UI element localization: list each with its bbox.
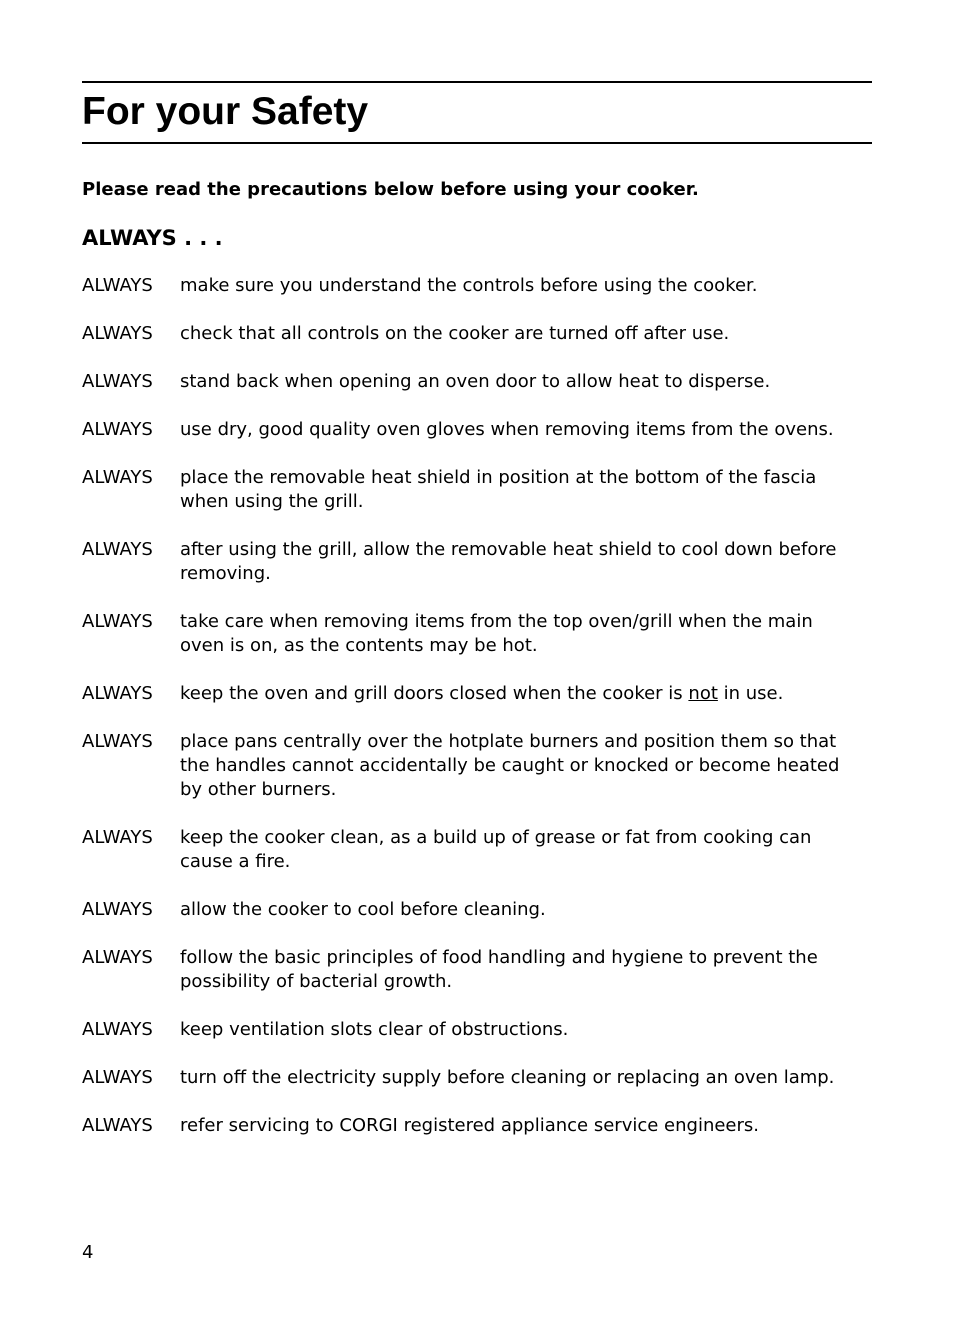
item-text-pre: keep the oven and grill doors closed when the cooker is bbox=[180, 683, 689, 704]
item-text: follow the basic principles of food handling and hygiene to prevent the possibility of bacterial growth. bbox=[180, 947, 818, 992]
item-text: keep the cooker clean, as a build up of grease or fat from cooking can cause a fire. bbox=[180, 827, 812, 872]
item-keyword: ALWAYS bbox=[82, 947, 153, 968]
list-item bbox=[82, 1018, 872, 1042]
item-text: after using the grill, allow the removable heat shield to cool down before removing. bbox=[180, 539, 837, 584]
item-keyword: ALWAYS bbox=[82, 275, 153, 296]
list-item bbox=[82, 898, 872, 922]
item-keyword: ALWAYS bbox=[82, 611, 153, 632]
item-text-post: in use. bbox=[717, 683, 784, 704]
list-item bbox=[82, 322, 872, 346]
list-item bbox=[82, 274, 872, 298]
item-text: place pans centrally over the hotplate burners and position them so that the handles cannot accidentally be caught or knocked or become heated by other burners. bbox=[180, 731, 840, 800]
page-number: 4 bbox=[82, 1242, 94, 1263]
item-keyword: ALWAYS bbox=[82, 371, 153, 392]
item-text: refer servicing to CORGI registered appliance service engineers. bbox=[180, 1115, 760, 1136]
title-top-rule bbox=[82, 81, 872, 83]
item-text: allow the cooker to cool before cleaning. bbox=[180, 899, 546, 920]
item-keyword: ALWAYS bbox=[82, 731, 153, 752]
list-item bbox=[82, 610, 872, 658]
item-text: stand back when opening an oven door to allow heat to disperse. bbox=[180, 371, 771, 392]
item-text: turn off the electricity supply before cleaning or replacing an oven lamp. bbox=[180, 1067, 835, 1088]
item-keyword: ALWAYS bbox=[82, 1019, 153, 1040]
item-keyword: ALWAYS bbox=[82, 467, 153, 488]
item-keyword: ALWAYS bbox=[82, 827, 153, 848]
list-item bbox=[82, 946, 872, 994]
item-keyword: ALWAYS bbox=[82, 323, 153, 344]
precautions-list bbox=[82, 274, 872, 1162]
item-text: place the removable heat shield in position at the bottom of the fascia when using the grill. bbox=[180, 467, 817, 512]
list-item bbox=[82, 1066, 872, 1090]
list-item bbox=[82, 826, 872, 874]
item-keyword: ALWAYS bbox=[82, 419, 153, 440]
item-keyword: ALWAYS bbox=[82, 899, 153, 920]
item-text: take care when removing items from the top oven/grill when the main oven is on, as the contents may be hot. bbox=[180, 611, 813, 656]
item-keyword: ALWAYS bbox=[82, 539, 153, 560]
item-text: make sure you understand the controls before using the cooker. bbox=[180, 275, 758, 296]
list-item bbox=[82, 730, 872, 802]
title-bottom-rule bbox=[82, 142, 872, 144]
item-text-underlined: not bbox=[688, 683, 718, 704]
item-text: use dry, good quality oven gloves when removing items from the ovens. bbox=[180, 419, 834, 440]
list-item bbox=[82, 682, 872, 706]
section-heading: ALWAYS . . . bbox=[82, 226, 223, 250]
item-keyword: ALWAYS bbox=[82, 683, 153, 704]
list-item bbox=[82, 1114, 872, 1138]
page-title: For your Safety bbox=[82, 90, 369, 133]
item-keyword: ALWAYS bbox=[82, 1115, 153, 1136]
list-item bbox=[82, 418, 872, 442]
intro-text: Please read the precautions below before using your cooker. bbox=[82, 179, 699, 200]
list-item bbox=[82, 538, 872, 586]
item-text bbox=[180, 682, 872, 706]
item-keyword: ALWAYS bbox=[82, 1067, 153, 1088]
item-text: keep ventilation slots clear of obstructions. bbox=[180, 1019, 569, 1040]
list-item bbox=[82, 466, 872, 514]
item-text: check that all controls on the cooker are turned off after use. bbox=[180, 323, 730, 344]
list-item bbox=[82, 370, 872, 394]
